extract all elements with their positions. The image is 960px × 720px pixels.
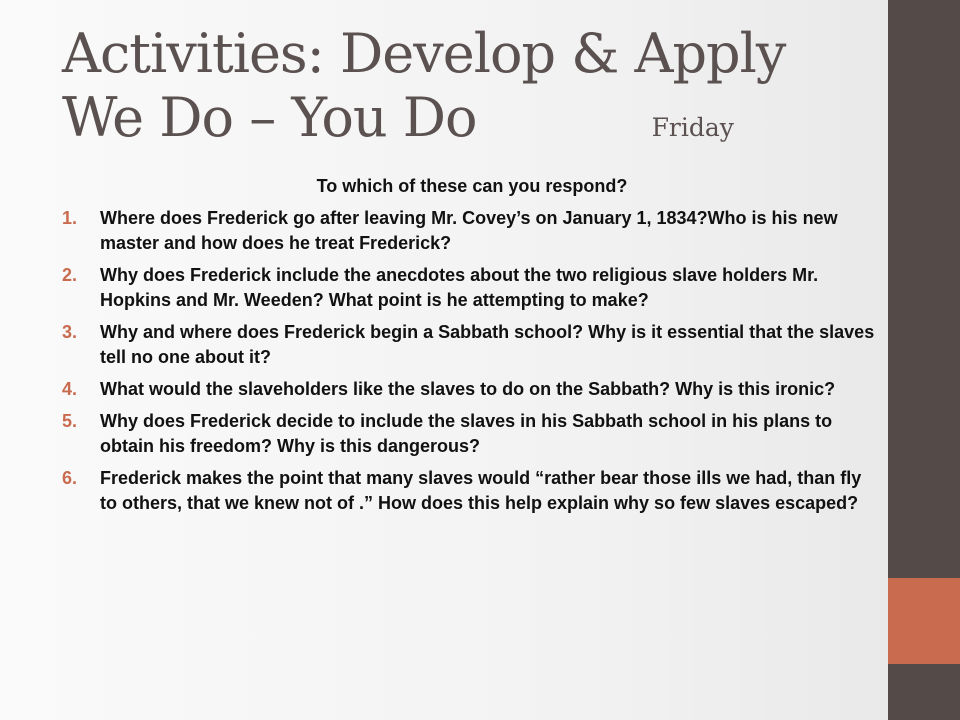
question-number: 1. xyxy=(62,208,78,228)
title-line-2-text: We Do – You Do xyxy=(62,86,477,149)
question-number: 3. xyxy=(62,322,78,342)
question-number: 6. xyxy=(62,468,78,488)
question-number: 4. xyxy=(62,379,78,399)
title-day: Friday xyxy=(651,113,734,142)
question-item xyxy=(62,263,882,313)
sidebar-accent-block xyxy=(888,578,960,664)
question-text: Where does Frederick go after leaving Mr. Covey’s on January 1, 1834?Who is his new master and how does he treat Frederick? xyxy=(100,208,838,253)
title-line-1: Activities: Develop & Apply xyxy=(62,22,786,85)
question-text: Why does Frederick decide to include the slaves in his Sabbath school in his plans to obtain his freedom? Why is this dangerous? xyxy=(100,411,833,456)
question-item xyxy=(62,466,882,516)
slide-title xyxy=(62,22,882,160)
question-item xyxy=(62,320,882,370)
question-item xyxy=(62,206,882,256)
question-item xyxy=(62,377,882,402)
question-item xyxy=(62,409,882,459)
question-text: Why and where does Frederick begin a Sabbath school? Why is it essential that the slaves tell no one about it? xyxy=(100,322,875,367)
question-text: Why does Frederick include the anecdotes about the two religious slave holders Mr. Hopkins and Mr. Weeden? What point is he attempting to make? xyxy=(100,265,819,310)
question-list xyxy=(62,206,882,523)
question-text: What would the slaveholders like the slaves to do on the Sabbath? Why is this ironic? xyxy=(100,379,836,399)
prompt-heading: To which of these can you respond? xyxy=(316,176,628,196)
question-number: 2. xyxy=(62,265,78,285)
title-line-2 xyxy=(62,86,882,160)
question-text: Frederick makes the point that many slaves would “rather bear those ills we had, than fly to others, that we knew not of .” How does this help explain why so few slaves escaped? xyxy=(100,468,862,513)
question-number: 5. xyxy=(62,411,78,431)
